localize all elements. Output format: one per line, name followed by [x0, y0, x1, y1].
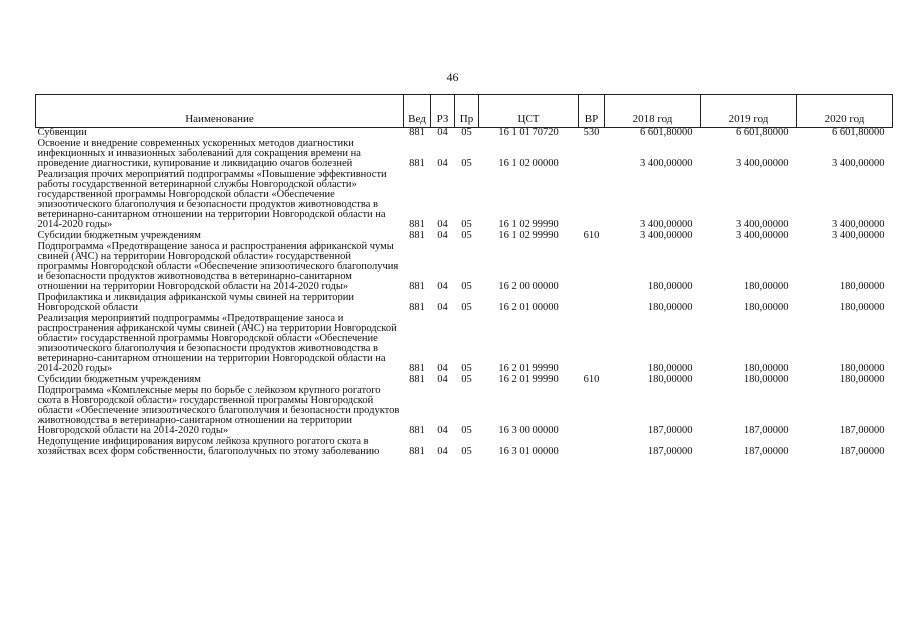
- row-name: Профилактика и ликвидация африканской чумы свиней на территории Новгородской области: [37, 292, 354, 313]
- row-pr: 05: [461, 446, 472, 457]
- header-2020: 2020 год: [797, 95, 893, 128]
- row-pr: 05: [461, 219, 472, 230]
- row-vr: [579, 314, 605, 375]
- row-ved: 881: [409, 302, 425, 313]
- header-vr: ВР: [579, 95, 605, 128]
- row-2019: 180,00000: [743, 302, 789, 313]
- header-rz: РЗ: [431, 95, 455, 128]
- row-cst: 16 2 01 99990: [498, 363, 559, 374]
- row-2019: 180,00000: [743, 281, 789, 292]
- row-pr: 05: [461, 281, 472, 292]
- row-2018: 3 400,00000: [640, 158, 693, 169]
- row-2019: 180,00000: [743, 374, 789, 385]
- header-pr: Пр: [455, 95, 479, 128]
- row-rz: 04: [437, 230, 448, 241]
- row-ved: 881: [409, 230, 425, 241]
- row-rz: 04: [437, 374, 448, 385]
- header-name: Наименование: [36, 95, 404, 128]
- row-vr: 610: [583, 374, 600, 385]
- row-2019: 3 400,00000: [736, 158, 789, 169]
- row-2018: 187,00000: [647, 425, 693, 436]
- row-ved: 881: [409, 127, 425, 138]
- table-row: [36, 242, 893, 293]
- row-pr: 05: [461, 302, 472, 313]
- row-name: Подпрограмма «Комплексные меры по борьбе с лейкозом крупного рогатого скота в Новгородской области» государственной программы Новгородской области «Обеспечение эпизоотического благополучия и безопасности продуктов животноводства в ветеринарно-санитарном отношении на территории Новгородской области на 2014-2020 годы»: [37, 385, 400, 436]
- row-2018: 180,00000: [647, 374, 693, 385]
- row-vr: 530: [583, 127, 600, 138]
- row-cst: 16 1 02 99990: [498, 230, 559, 241]
- row-vr: [579, 139, 605, 170]
- row-2020: 3 400,00000: [832, 158, 885, 169]
- row-rz: 04: [437, 363, 448, 374]
- row-2020: 6 601,80000: [832, 127, 885, 138]
- row-vr: [579, 242, 605, 293]
- row-ved: 881: [409, 219, 425, 230]
- row-2018: 187,00000: [647, 446, 693, 457]
- row-vr: [579, 293, 605, 314]
- row-vr: [579, 437, 605, 458]
- row-ved: 881: [409, 446, 425, 457]
- row-ved: 881: [409, 425, 425, 436]
- row-cst: 16 2 01 00000: [498, 302, 559, 313]
- budget-table: [35, 94, 893, 458]
- row-2020: 3 400,00000: [832, 230, 885, 241]
- table-row: [36, 170, 893, 231]
- row-rz: 04: [437, 302, 448, 313]
- row-pr: 05: [461, 363, 472, 374]
- table-row: [36, 314, 893, 375]
- row-ved: 881: [409, 363, 425, 374]
- row-name: Подпрограмма «Предотвращение заноса и распространения африканской чумы свиней (АЧС) на территории Новгородской области» государственной программы Новгородской области «Обеспечение эпизоотического благополучия и безопасности продуктов животноводства в ветеринарно-санитарном отношении на территории Новгородской области на 2014-2020 годы»: [37, 241, 399, 292]
- row-2019: 3 400,00000: [736, 219, 789, 230]
- row-cst: 16 1 02 99990: [498, 219, 559, 230]
- row-pr: 05: [461, 374, 472, 385]
- row-rz: 04: [437, 446, 448, 457]
- row-2018: 180,00000: [647, 302, 693, 313]
- row-2020: 180,00000: [839, 363, 885, 374]
- scan-artifact-line: [0, 4, 905, 5]
- row-ved: 881: [409, 374, 425, 385]
- row-cst: 16 3 01 00000: [498, 446, 559, 457]
- row-name: Субсидии бюджетным учреждениям: [37, 230, 201, 241]
- row-2019: 3 400,00000: [736, 230, 789, 241]
- row-pr: 05: [461, 425, 472, 436]
- row-vr: [579, 386, 605, 437]
- row-cst: 16 1 02 00000: [498, 158, 559, 169]
- table-header-row: [36, 95, 893, 128]
- row-2018: 180,00000: [647, 281, 693, 292]
- row-rz: 04: [437, 219, 448, 230]
- table-row: [36, 386, 893, 437]
- row-2020: 180,00000: [839, 281, 885, 292]
- row-name: Субсидии бюджетным учреждениям: [37, 374, 201, 385]
- row-2020: 3 400,00000: [832, 219, 885, 230]
- row-pr: 05: [461, 230, 472, 241]
- row-name: Реализация прочих мероприятий подпрограммы «Повышение эффективности работы государственной ветеринарной службы Новгородской области» государственной программы Новгородской области «Обеспечение эпизоотического благополучия и безопасности продуктов животноводства в ветеринарно-санитарном отношении на территории Новгородской области на 2014-2020 годы»: [37, 169, 387, 230]
- row-2020: 187,00000: [839, 446, 885, 457]
- row-rz: 04: [437, 281, 448, 292]
- header-2018: 2018 год: [605, 95, 701, 128]
- row-vr: [579, 170, 605, 231]
- table-row: [36, 437, 893, 458]
- row-2019: 180,00000: [743, 363, 789, 374]
- row-rz: 04: [437, 425, 448, 436]
- row-pr: 05: [461, 127, 472, 138]
- row-vr: 610: [583, 230, 600, 241]
- row-2018: 180,00000: [647, 363, 693, 374]
- row-cst: 16 2 01 99990: [498, 374, 559, 385]
- row-rz: 04: [437, 158, 448, 169]
- row-2020: 180,00000: [839, 302, 885, 313]
- row-2020: 187,00000: [839, 425, 885, 436]
- row-2019: 6 601,80000: [736, 127, 789, 138]
- row-pr: 05: [461, 158, 472, 169]
- row-name: Реализация мероприятий подпрограммы «Предотвращение заноса и распространения африканской чумы свиней (АЧС) на территории Новгородской области» государственной программы Новгородской области «Обеспечение эпизоотического благополучия и безопасности продуктов животноводства в ветеринарно-санитарном отношении на территории Новгородской области на 2014-2020 годы»: [37, 313, 397, 374]
- row-2019: 187,00000: [743, 425, 789, 436]
- page-number: 46: [446, 70, 459, 84]
- row-cst: 16 2 00 00000: [498, 281, 559, 292]
- row-name: Недопущение инфицирования вирусом лейкоза крупного рогатого скота в хозяйствах всех форм собственности, благополучных по этому заболеванию: [37, 436, 380, 457]
- row-name: Субвенции: [37, 127, 87, 138]
- row-rz: 04: [437, 127, 448, 138]
- row-ved: 881: [409, 281, 425, 292]
- row-2019: 187,00000: [743, 446, 789, 457]
- header-ved: Вед: [404, 95, 431, 128]
- row-2018: 3 400,00000: [640, 230, 693, 241]
- row-cst: 16 1 01 70720: [498, 127, 559, 138]
- row-cst: 16 3 00 00000: [498, 425, 559, 436]
- table-row: [36, 139, 893, 170]
- row-2020: 180,00000: [839, 374, 885, 385]
- table-row: [36, 293, 893, 314]
- row-2018: 3 400,00000: [640, 219, 693, 230]
- header-cst: ЦСТ: [479, 95, 579, 128]
- header-2019: 2019 год: [701, 95, 797, 128]
- row-name: Освоение и внедрение современных ускоренных методов диагностики инфекционных и инвазионных заболеваний для сокращения времени на проведение диагностики, купирование и ликвидацию очагов болезней: [37, 138, 361, 169]
- row-ved: 881: [409, 158, 425, 169]
- row-2018: 6 601,80000: [640, 127, 693, 138]
